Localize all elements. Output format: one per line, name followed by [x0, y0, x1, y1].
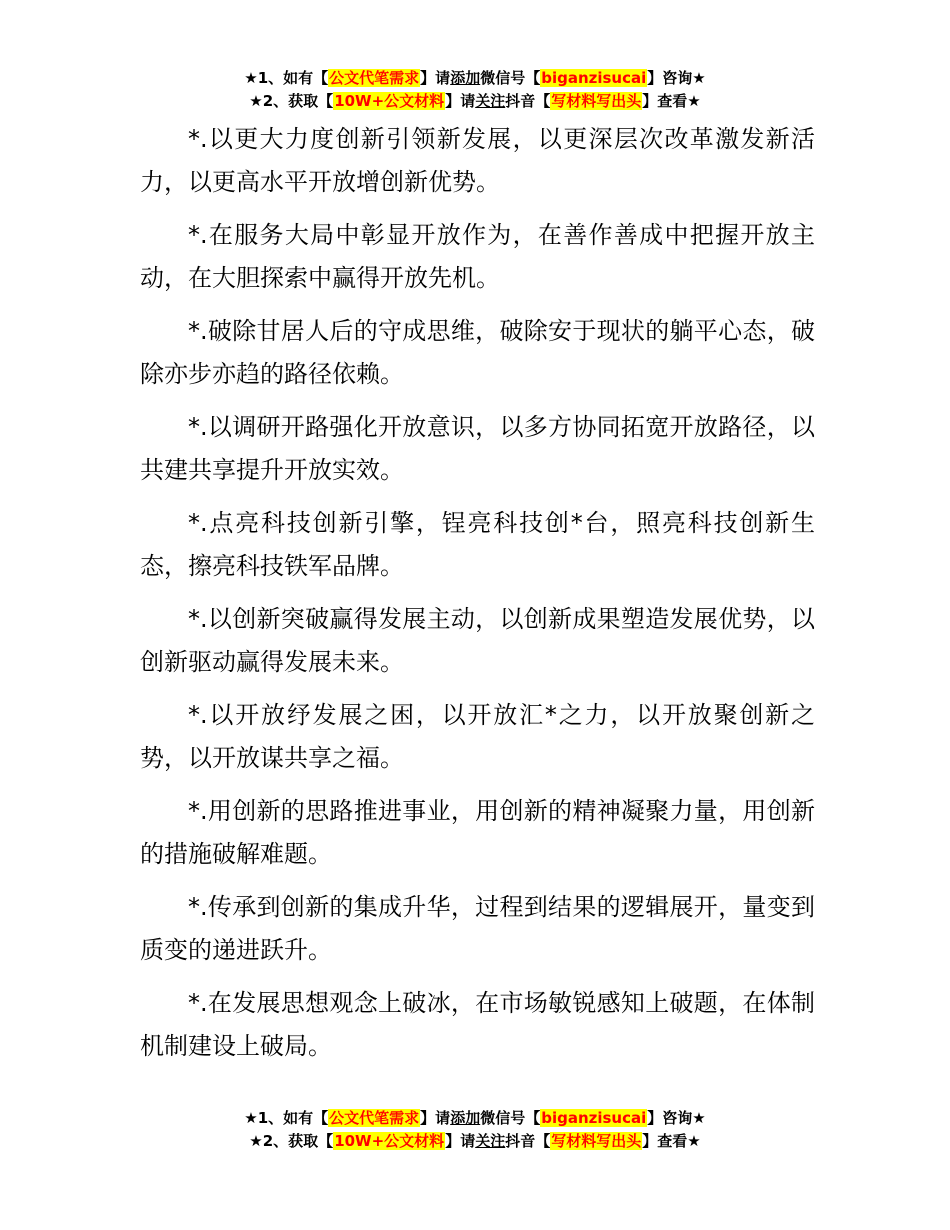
promo-text: 抖音【 — [505, 92, 551, 110]
paragraph: *.在服务大局中彰显开放作为，在善作善成中把握开放主动，在大胆探索中赢得开放先机。 — [140, 221, 815, 292]
promo-underline: 添加 — [450, 69, 481, 87]
promo-text: 】请 — [445, 1132, 476, 1150]
promo-text: 】查看★ — [642, 92, 701, 110]
promo-underline: 关注 — [475, 92, 506, 110]
promo-highlight: 写材料写出头 — [551, 92, 642, 110]
paragraph: *.在发展思想观念上破冰，在市场敏锐感知上破题，在体制机制建设上破局。 — [140, 989, 815, 1060]
promo-line-2 — [0, 1130, 950, 1153]
promo-underline: 关注 — [475, 1132, 506, 1150]
paragraph: *.以更大力度创新引领新发展，以更深层次改革激发新活力，以更高水平开放增创新优势。 — [140, 125, 815, 196]
promo-highlight: 写材料写出头 — [551, 1132, 642, 1150]
paragraph: *.传承到创新的集成升华，过程到结果的逻辑展开，量变到质变的递进跃升。 — [140, 893, 815, 964]
promo-highlight: 10W+公文材料 — [334, 92, 445, 110]
promo-text: 】咨询★ — [647, 1109, 706, 1127]
promo-highlight: 10W+公文材料 — [334, 1132, 445, 1150]
promo-header — [0, 67, 950, 113]
promo-highlight: biganzisucai — [541, 69, 647, 87]
paragraph: *.点亮科技创新引擎，锃亮科技创*台，照亮科技创新生态，擦亮科技铁军品牌。 — [140, 509, 815, 580]
paragraph: *.破除甘居人后的守成思维，破除安于现状的躺平心态，破除亦步亦趋的路径依赖。 — [140, 317, 815, 388]
promo-text: 微信号【 — [480, 1109, 541, 1127]
promo-line-1 — [0, 1107, 950, 1130]
promo-text: 】请 — [420, 69, 451, 87]
promo-text: 】咨询★ — [647, 69, 706, 87]
paragraph: *.以调研开路强化开放意识，以多方协同拓宽开放路径，以共建共享提升开放实效。 — [140, 413, 815, 484]
promo-highlight: 公文代笔需求 — [329, 1109, 420, 1127]
promo-text: ★2、获取【 — [249, 1132, 334, 1150]
promo-text: 】请 — [420, 1109, 451, 1127]
promo-text: 】查看★ — [642, 1132, 701, 1150]
promo-text: 】请 — [445, 92, 476, 110]
promo-highlight: biganzisucai — [541, 1109, 647, 1127]
promo-underline: 添加 — [450, 1109, 481, 1127]
paragraph: *.用创新的思路推进事业，用创新的精神凝聚力量，用创新的措施破解难题。 — [140, 797, 815, 868]
promo-highlight: 公文代笔需求 — [329, 69, 420, 87]
paragraph: *.以创新突破赢得发展主动，以创新成果塑造发展优势，以创新驱动赢得发展未来。 — [140, 605, 815, 676]
promo-text: 微信号【 — [480, 69, 541, 87]
promo-line-2 — [0, 90, 950, 113]
paragraph: *.以开放纾发展之困，以开放汇*之力，以开放聚创新之势，以开放谋共享之福。 — [140, 701, 815, 772]
promo-text: 抖音【 — [505, 1132, 551, 1150]
promo-text: ★1、如有【 — [244, 69, 329, 87]
promo-line-1 — [0, 67, 950, 90]
document-body — [140, 118, 815, 1078]
promo-footer — [0, 1107, 950, 1153]
promo-text: ★2、获取【 — [249, 92, 334, 110]
promo-text: ★1、如有【 — [244, 1109, 329, 1127]
